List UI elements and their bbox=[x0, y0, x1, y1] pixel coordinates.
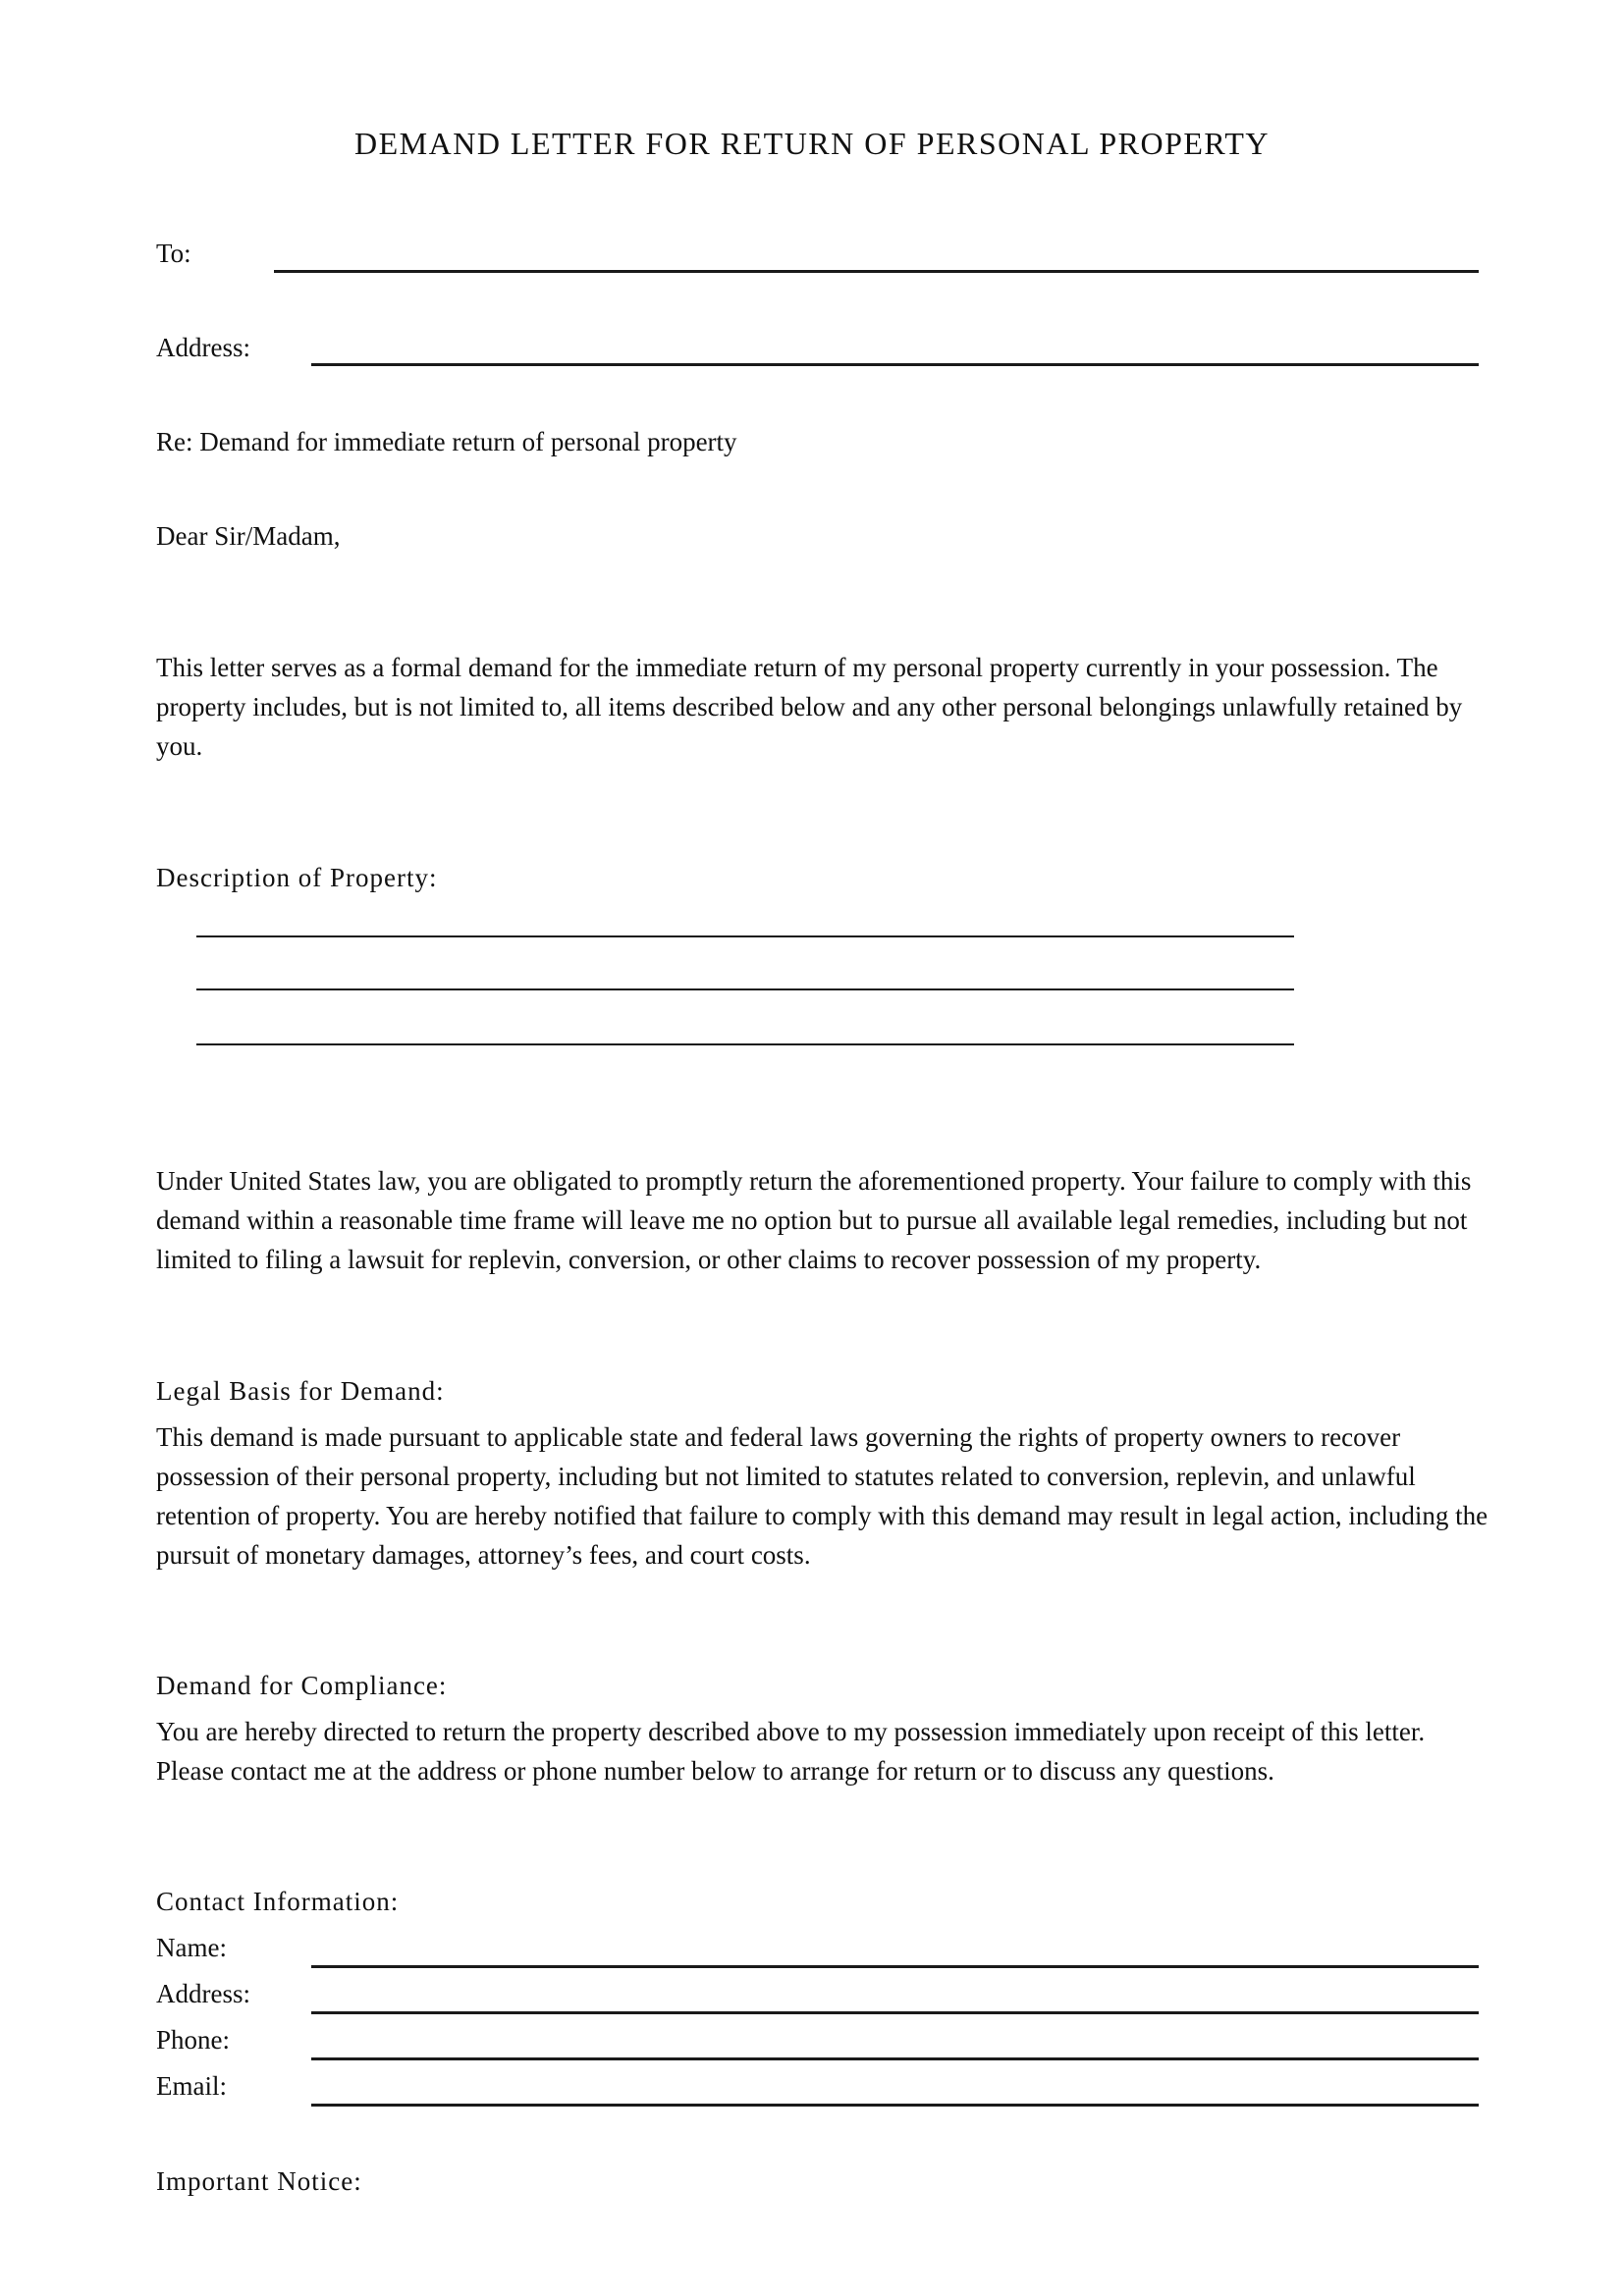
contact-email-field-line[interactable] bbox=[311, 2104, 1479, 2107]
legal-basis-text: This demand is made pursuant to applicable state and federal laws governing the rights of property owners to recover possession of their personal property, including but not limited to statutes related to conversion, replevin, and unlawful retention of property. You are hereby notified that failure to comply with this demand may result in legal action, including the pursuit of monetary damages, attorney’s fees, and court costs. bbox=[156, 1422, 1489, 1570]
legal-basis-paragraph bbox=[156, 1417, 1491, 1575]
description-line-2[interactable] bbox=[196, 988, 1294, 990]
important-notice-heading: Important Notice: bbox=[156, 2166, 362, 2196]
description-heading: Description of Property: bbox=[156, 863, 438, 892]
obligation-paragraph-text: Under United States law, you are obligated to promptly return the aforementioned property. Your failure to comply with this demand within a reasonable time frame will leave me no option but to pursue all available legal remedies, including but not limited to filing a lawsuit for replevin, conversion, or other claims to recover possession of my property. bbox=[156, 1166, 1472, 1274]
compliance-paragraph bbox=[156, 1712, 1491, 1790]
to-field-line[interactable] bbox=[274, 270, 1479, 273]
recipient-address-label: Address: bbox=[156, 333, 250, 362]
compliance-heading: Demand for Compliance: bbox=[156, 1671, 448, 1700]
contact-heading: Contact Information: bbox=[156, 1887, 400, 1916]
recipient-address-field-line[interactable] bbox=[311, 363, 1479, 366]
contact-name-label: Name: bbox=[156, 1933, 227, 1962]
contact-name-field-line[interactable] bbox=[311, 1965, 1479, 1968]
re-line: Re: Demand for immediate return of personal property bbox=[156, 427, 737, 456]
obligation-paragraph bbox=[156, 1161, 1491, 1279]
legal-basis-heading: Legal Basis for Demand: bbox=[156, 1376, 445, 1406]
description-line-3[interactable] bbox=[196, 1043, 1294, 1045]
to-label: To: bbox=[156, 239, 191, 268]
description-line-1[interactable] bbox=[196, 935, 1294, 937]
contact-address-field-line[interactable] bbox=[311, 2011, 1479, 2014]
contact-phone-label: Phone: bbox=[156, 2025, 231, 2055]
salutation: Dear Sir/Madam, bbox=[156, 521, 341, 551]
document-title: DEMAND LETTER FOR RETURN OF PERSONAL PROPERTY bbox=[353, 126, 1270, 161]
contact-phone-field-line[interactable] bbox=[311, 2057, 1479, 2060]
contact-email-label: Email: bbox=[156, 2071, 227, 2101]
intro-paragraph-text: This letter serves as a formal demand for the immediate return of my personal property currently in your possession. The property includes, but is not limited to, all items described below and any other personal belongings unlawfully retained by you. bbox=[156, 653, 1463, 761]
intro-paragraph bbox=[156, 648, 1491, 766]
compliance-text: You are hereby directed to return the property described above to my possession immediately upon receipt of this letter. Please contact me at the address or phone number below to arrange for return or to discuss any questions. bbox=[156, 1717, 1426, 1786]
contact-address-label: Address: bbox=[156, 1979, 250, 2008]
